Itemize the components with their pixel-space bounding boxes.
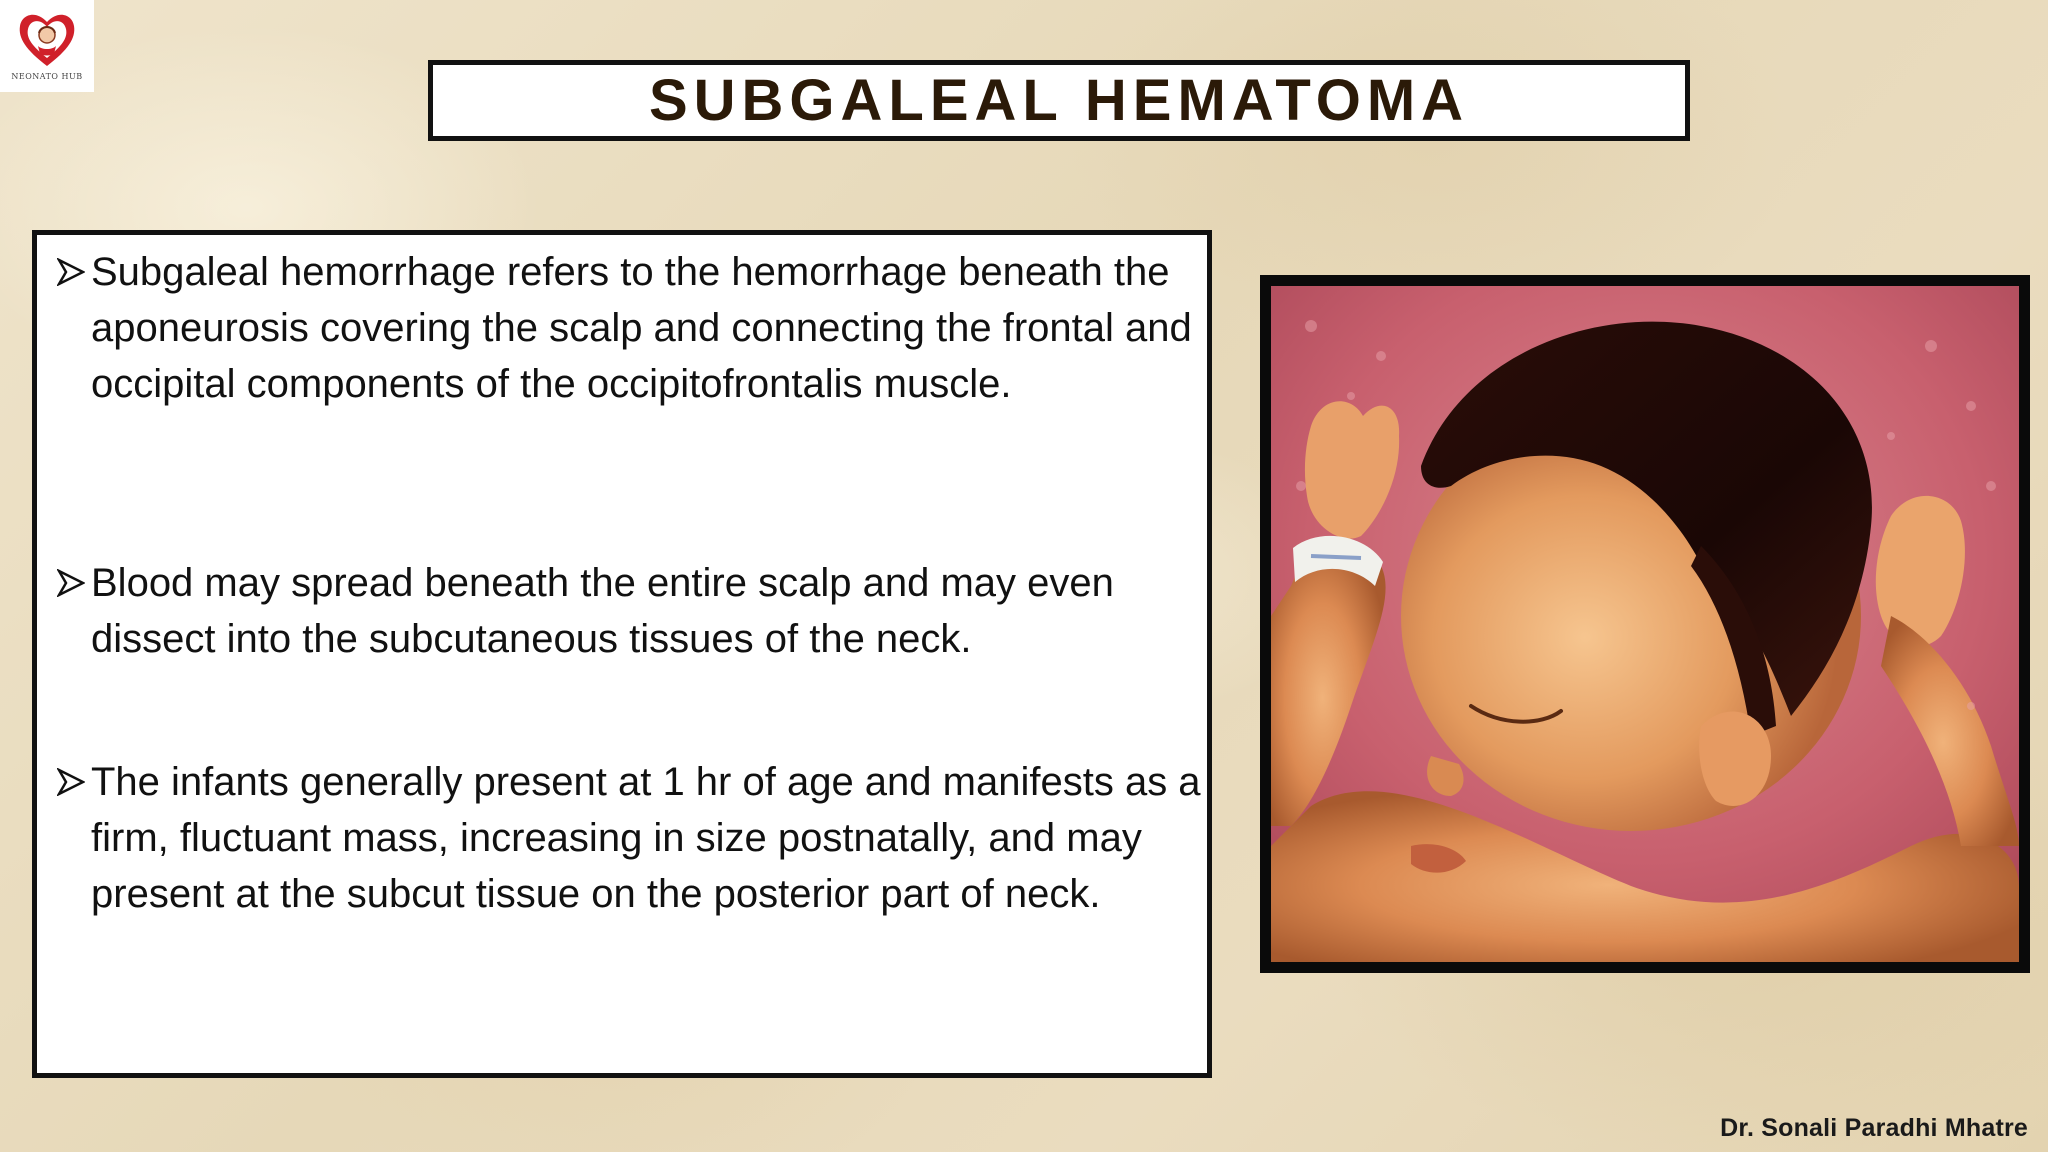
slide-title-box bbox=[428, 60, 1690, 141]
bullet-item bbox=[57, 244, 1207, 412]
bullet-item bbox=[57, 555, 1207, 667]
logo-text: NEONATO HUB bbox=[11, 72, 83, 81]
logo bbox=[0, 0, 94, 92]
bullet-text: Subgaleal hemorrhage refers to the hemorrhage beneath the aponeurosis covering the scalp and connecting the frontal and occipital components of the occipitofrontalis muscle. bbox=[91, 250, 1192, 406]
bullet-text: The infants generally present at 1 hr of age and manifests as a firm, fluctuant mass, increasing in size postnatally, and may present at the subcut tissue on the posterior part of neck. bbox=[91, 760, 1201, 916]
author-credit: Dr. Sonali Paradhi Mhatre bbox=[1720, 1114, 2028, 1142]
content-box bbox=[32, 230, 1212, 1078]
arrowhead-bullet-icon bbox=[57, 569, 91, 602]
arrowhead-bullet-icon bbox=[57, 258, 91, 291]
arrowhead-bullet-icon bbox=[57, 768, 91, 801]
newborn-photo-illustration bbox=[1271, 286, 2019, 962]
heart-baby-logo-icon bbox=[16, 8, 78, 72]
bullet-text: Blood may spread beneath the entire scalp and may even dissect into the subcutaneous tissues of the neck. bbox=[91, 561, 1114, 661]
bullet-item bbox=[57, 754, 1207, 922]
slide-title: SUBGALEAL HEMATOMA bbox=[648, 68, 1470, 133]
newborn-photo bbox=[1260, 275, 2030, 973]
